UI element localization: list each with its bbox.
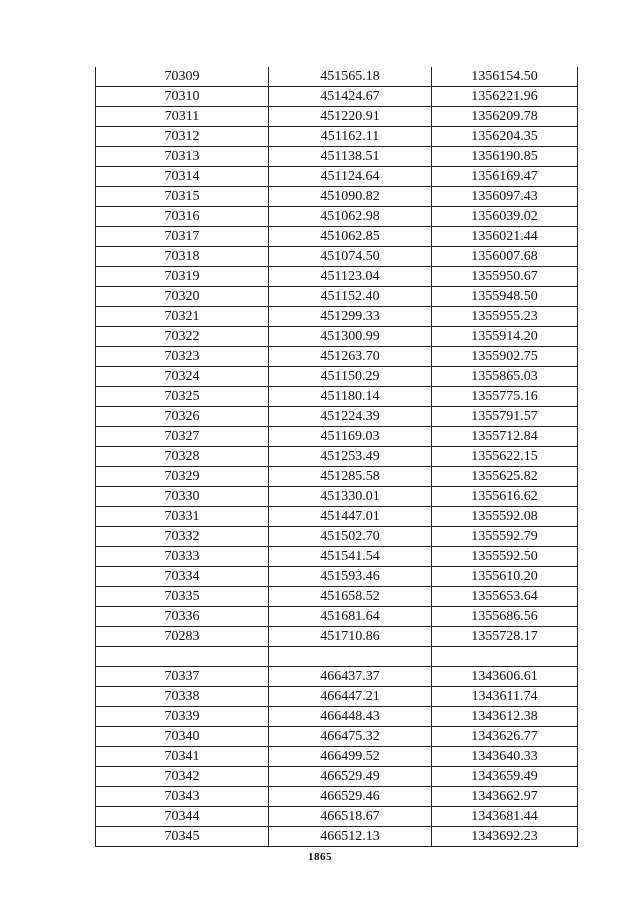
point-id-cell: 70329 bbox=[96, 467, 269, 487]
y-coordinate-cell: 1355791.57 bbox=[432, 407, 578, 427]
x-coordinate-cell: 451062.98 bbox=[269, 207, 432, 227]
table-row bbox=[96, 227, 578, 247]
point-id-cell: 70336 bbox=[96, 607, 269, 627]
table-row bbox=[96, 447, 578, 467]
x-coordinate-cell: 451074.50 bbox=[269, 247, 432, 267]
y-coordinate-cell: 1355592.50 bbox=[432, 547, 578, 567]
point-id-cell: 70342 bbox=[96, 767, 269, 787]
table-row bbox=[96, 527, 578, 547]
x-coordinate-cell: 451285.58 bbox=[269, 467, 432, 487]
y-coordinate-cell: 1356169.47 bbox=[432, 167, 578, 187]
table-row bbox=[96, 427, 578, 447]
point-id-cell: 70312 bbox=[96, 127, 269, 147]
table-row bbox=[96, 67, 578, 87]
y-coordinate-cell: 1355653.64 bbox=[432, 587, 578, 607]
point-id-cell: 70339 bbox=[96, 707, 269, 727]
y-coordinate-cell: 1355902.75 bbox=[432, 347, 578, 367]
x-coordinate-cell: 451169.03 bbox=[269, 427, 432, 447]
x-coordinate-cell: 451062.85 bbox=[269, 227, 432, 247]
table-row bbox=[96, 507, 578, 527]
x-coordinate-cell: 451138.51 bbox=[269, 147, 432, 167]
x-coordinate-cell: 451593.46 bbox=[269, 567, 432, 587]
y-coordinate-cell: 1355712.84 bbox=[432, 427, 578, 447]
table-row bbox=[96, 687, 578, 707]
point-id-cell bbox=[96, 647, 269, 667]
table-row bbox=[96, 147, 578, 167]
point-id-cell: 70317 bbox=[96, 227, 269, 247]
point-id-cell: 70323 bbox=[96, 347, 269, 367]
x-coordinate-cell: 466529.46 bbox=[269, 787, 432, 807]
point-id-cell: 70319 bbox=[96, 267, 269, 287]
point-id-cell: 70327 bbox=[96, 427, 269, 447]
x-coordinate-cell: 451253.49 bbox=[269, 447, 432, 467]
table-row bbox=[96, 647, 578, 667]
table-row bbox=[96, 467, 578, 487]
y-coordinate-cell: 1355728.17 bbox=[432, 627, 578, 647]
table-row bbox=[96, 787, 578, 807]
y-coordinate-cell: 1356097.43 bbox=[432, 187, 578, 207]
point-id-cell: 70340 bbox=[96, 727, 269, 747]
y-coordinate-cell: 1356021.44 bbox=[432, 227, 578, 247]
table-row bbox=[96, 827, 578, 847]
table-row bbox=[96, 167, 578, 187]
coordinates-table-body bbox=[96, 67, 578, 847]
x-coordinate-cell: 466447.21 bbox=[269, 687, 432, 707]
x-coordinate-cell: 466475.32 bbox=[269, 727, 432, 747]
y-coordinate-cell: 1343611.74 bbox=[432, 687, 578, 707]
point-id-cell: 70334 bbox=[96, 567, 269, 587]
table-row bbox=[96, 367, 578, 387]
point-id-cell: 70313 bbox=[96, 147, 269, 167]
point-id-cell: 70322 bbox=[96, 327, 269, 347]
point-id-cell: 70333 bbox=[96, 547, 269, 567]
y-coordinate-cell: 1356190.85 bbox=[432, 147, 578, 167]
coordinates-table bbox=[95, 67, 578, 847]
y-coordinate-cell: 1356204.35 bbox=[432, 127, 578, 147]
point-id-cell: 70318 bbox=[96, 247, 269, 267]
x-coordinate-cell: 466512.13 bbox=[269, 827, 432, 847]
table-row bbox=[96, 347, 578, 367]
table-row bbox=[96, 87, 578, 107]
table-row bbox=[96, 607, 578, 627]
x-coordinate-cell: 466518.67 bbox=[269, 807, 432, 827]
table-row bbox=[96, 767, 578, 787]
table-row bbox=[96, 727, 578, 747]
point-id-cell: 70344 bbox=[96, 807, 269, 827]
x-coordinate-cell: 451263.70 bbox=[269, 347, 432, 367]
y-coordinate-cell: 1355955.23 bbox=[432, 307, 578, 327]
point-id-cell: 70326 bbox=[96, 407, 269, 427]
point-id-cell: 70283 bbox=[96, 627, 269, 647]
point-id-cell: 70309 bbox=[96, 67, 269, 87]
y-coordinate-cell: 1356154.50 bbox=[432, 67, 578, 87]
y-coordinate-cell: 1343626.77 bbox=[432, 727, 578, 747]
x-coordinate-cell bbox=[269, 647, 432, 667]
y-coordinate-cell: 1355948.50 bbox=[432, 287, 578, 307]
point-id-cell: 70316 bbox=[96, 207, 269, 227]
x-coordinate-cell: 451502.70 bbox=[269, 527, 432, 547]
x-coordinate-cell: 451681.64 bbox=[269, 607, 432, 627]
table-row bbox=[96, 627, 578, 647]
x-coordinate-cell: 466448.43 bbox=[269, 707, 432, 727]
y-coordinate-cell: 1355592.79 bbox=[432, 527, 578, 547]
x-coordinate-cell: 451180.14 bbox=[269, 387, 432, 407]
point-id-cell: 70325 bbox=[96, 387, 269, 407]
table-row bbox=[96, 187, 578, 207]
y-coordinate-cell: 1355950.67 bbox=[432, 267, 578, 287]
y-coordinate-cell: 1355686.56 bbox=[432, 607, 578, 627]
y-coordinate-cell bbox=[432, 647, 578, 667]
point-id-cell: 70332 bbox=[96, 527, 269, 547]
x-coordinate-cell: 451541.54 bbox=[269, 547, 432, 567]
x-coordinate-cell: 451300.99 bbox=[269, 327, 432, 347]
y-coordinate-cell: 1355610.20 bbox=[432, 567, 578, 587]
x-coordinate-cell: 466499.52 bbox=[269, 747, 432, 767]
x-coordinate-cell: 451299.33 bbox=[269, 307, 432, 327]
table-row bbox=[96, 807, 578, 827]
table-row bbox=[96, 267, 578, 287]
table-row bbox=[96, 707, 578, 727]
x-coordinate-cell: 451565.18 bbox=[269, 67, 432, 87]
y-coordinate-cell: 1343692.23 bbox=[432, 827, 578, 847]
x-coordinate-cell: 451090.82 bbox=[269, 187, 432, 207]
point-id-cell: 70341 bbox=[96, 747, 269, 767]
x-coordinate-cell: 451447.01 bbox=[269, 507, 432, 527]
point-id-cell: 70311 bbox=[96, 107, 269, 127]
x-coordinate-cell: 451330.01 bbox=[269, 487, 432, 507]
table-row bbox=[96, 107, 578, 127]
x-coordinate-cell: 451658.52 bbox=[269, 587, 432, 607]
x-coordinate-cell: 466437.37 bbox=[269, 667, 432, 687]
table-row bbox=[96, 407, 578, 427]
y-coordinate-cell: 1343662.97 bbox=[432, 787, 578, 807]
x-coordinate-cell: 451123.04 bbox=[269, 267, 432, 287]
y-coordinate-cell: 1356039.02 bbox=[432, 207, 578, 227]
y-coordinate-cell: 1355616.62 bbox=[432, 487, 578, 507]
table-row bbox=[96, 747, 578, 767]
point-id-cell: 70337 bbox=[96, 667, 269, 687]
x-coordinate-cell: 451124.64 bbox=[269, 167, 432, 187]
y-coordinate-cell: 1343681.44 bbox=[432, 807, 578, 827]
page-number: 1865 bbox=[308, 851, 332, 863]
y-coordinate-cell: 1355914.20 bbox=[432, 327, 578, 347]
x-coordinate-cell: 451424.67 bbox=[269, 87, 432, 107]
table-row bbox=[96, 247, 578, 267]
point-id-cell: 70331 bbox=[96, 507, 269, 527]
y-coordinate-cell: 1355622.15 bbox=[432, 447, 578, 467]
point-id-cell: 70314 bbox=[96, 167, 269, 187]
point-id-cell: 70328 bbox=[96, 447, 269, 467]
x-coordinate-cell: 451150.29 bbox=[269, 367, 432, 387]
point-id-cell: 70315 bbox=[96, 187, 269, 207]
x-coordinate-cell: 466529.49 bbox=[269, 767, 432, 787]
table-row bbox=[96, 547, 578, 567]
y-coordinate-cell: 1355865.03 bbox=[432, 367, 578, 387]
table-row bbox=[96, 307, 578, 327]
table-row bbox=[96, 387, 578, 407]
y-coordinate-cell: 1356209.78 bbox=[432, 107, 578, 127]
y-coordinate-cell: 1343640.33 bbox=[432, 747, 578, 767]
table-row bbox=[96, 287, 578, 307]
x-coordinate-cell: 451710.86 bbox=[269, 627, 432, 647]
table-row bbox=[96, 567, 578, 587]
table-row bbox=[96, 587, 578, 607]
y-coordinate-cell: 1356007.68 bbox=[432, 247, 578, 267]
y-coordinate-cell: 1355625.82 bbox=[432, 467, 578, 487]
table-row bbox=[96, 487, 578, 507]
y-coordinate-cell: 1343612.38 bbox=[432, 707, 578, 727]
table-row bbox=[96, 207, 578, 227]
table-row bbox=[96, 327, 578, 347]
table-row bbox=[96, 667, 578, 687]
y-coordinate-cell: 1356221.96 bbox=[432, 87, 578, 107]
y-coordinate-cell: 1355592.08 bbox=[432, 507, 578, 527]
x-coordinate-cell: 451152.40 bbox=[269, 287, 432, 307]
table-row bbox=[96, 127, 578, 147]
x-coordinate-cell: 451220.91 bbox=[269, 107, 432, 127]
point-id-cell: 70335 bbox=[96, 587, 269, 607]
point-id-cell: 70324 bbox=[96, 367, 269, 387]
point-id-cell: 70321 bbox=[96, 307, 269, 327]
y-coordinate-cell: 1355775.16 bbox=[432, 387, 578, 407]
point-id-cell: 70310 bbox=[96, 87, 269, 107]
point-id-cell: 70345 bbox=[96, 827, 269, 847]
point-id-cell: 70343 bbox=[96, 787, 269, 807]
x-coordinate-cell: 451162.11 bbox=[269, 127, 432, 147]
point-id-cell: 70338 bbox=[96, 687, 269, 707]
point-id-cell: 70330 bbox=[96, 487, 269, 507]
x-coordinate-cell: 451224.39 bbox=[269, 407, 432, 427]
point-id-cell: 70320 bbox=[96, 287, 269, 307]
y-coordinate-cell: 1343659.49 bbox=[432, 767, 578, 787]
y-coordinate-cell: 1343606.61 bbox=[432, 667, 578, 687]
